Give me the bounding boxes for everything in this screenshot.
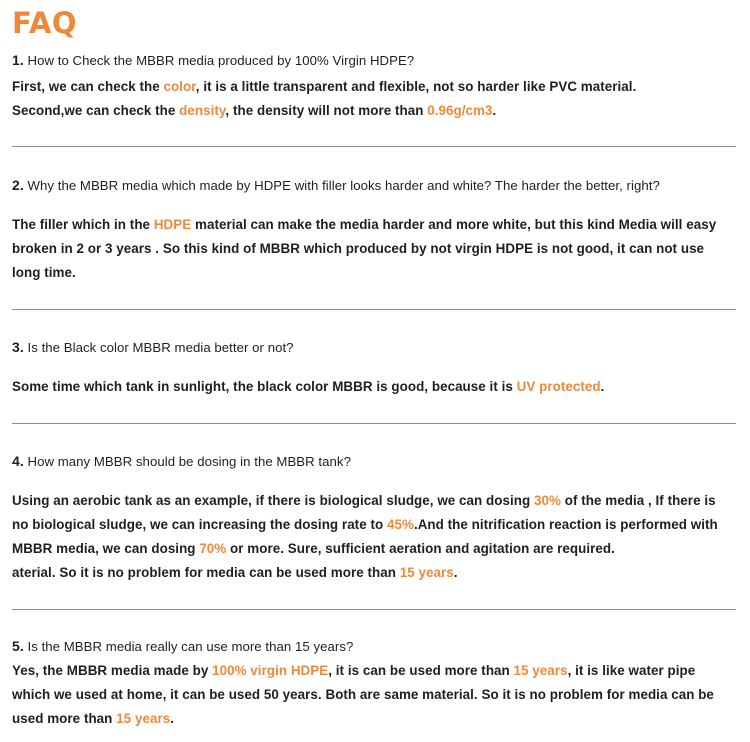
text-segment: The filler which in the [12, 217, 154, 232]
faq-1-number: 1. [12, 52, 24, 68]
highlight-15-years: 15 years [513, 663, 568, 678]
faq-2-number: 2. [12, 177, 24, 193]
faq-5-answer-line-3 [12, 709, 738, 728]
divider [12, 609, 736, 610]
highlight-virgin-hdpe: 100% virgin HDPE [212, 663, 329, 678]
faq-3-question [12, 338, 738, 357]
faq-1-answer-line-1 [12, 77, 738, 96]
text-segment: no biological sludge, we can increasing the dosing rate to [12, 517, 387, 532]
faq-5-question [12, 637, 738, 656]
highlight-70-percent: 70% [199, 541, 227, 556]
text-segment: .And the nitrification reaction is performed with [413, 517, 718, 532]
highlight-15-years: 15 years [399, 565, 454, 580]
faq-4-number: 4. [12, 453, 24, 469]
text-segment: , it is a little transparent and flexible, not so harder like PVC material. [195, 79, 637, 94]
faq-5-answer-line-1 [12, 661, 738, 680]
faq-2-answer-line-2 [12, 239, 738, 258]
faq-4-answer-line-1 [12, 491, 738, 510]
text-segment: broken in 2 or 3 years . So this kind of MBBR which produced by not virgin HDPE is not good, it can not use [12, 241, 705, 256]
faq-1-answer-line-2 [12, 101, 738, 120]
divider [12, 309, 736, 310]
text-segment: Some time which tank in sunlight, the black color MBBR is good, because it is [12, 379, 517, 394]
text-segment: , it is can be used more than [328, 663, 514, 678]
faq-4-answer-line-3 [12, 539, 738, 558]
divider [12, 146, 736, 147]
highlight-density: density [179, 103, 226, 118]
text-segment: Second,we can check the [12, 103, 180, 118]
text-segment: . [492, 103, 497, 118]
highlight-uv-protected: UV protected [516, 379, 601, 394]
divider [12, 423, 736, 424]
text-segment: . [600, 379, 605, 394]
faq-3-answer-line-1 [12, 377, 738, 396]
faq-3-question-text: Is the Black color MBBR media better or not? [23, 340, 294, 355]
faq-1-question-text: How to Check the MBBR media produced by 100% Virgin HDPE? [23, 53, 415, 68]
faq-4-question-text: How many MBBR should be dosing in the MBBR tank? [23, 454, 351, 469]
page-title: FAQ [12, 6, 78, 40]
text-segment: aterial. So it is no problem for media can be used more than [12, 565, 400, 580]
text-segment: or more. Sure, sufficient aeration and agitation are required. [226, 541, 615, 556]
faq-5-question-text: Is the MBBR media really can use more than 15 years? [23, 639, 354, 654]
text-segment: Yes, the MBBR media made by [12, 663, 213, 678]
highlight-15-years: 15 years [116, 711, 171, 726]
text-segment: Using an aerobic tank as an example, if there is biological sludge, we can dosing [12, 493, 535, 508]
highlight-hdpe: HDPE [153, 217, 192, 232]
text-segment: First, we can check the [12, 79, 164, 94]
faq-2-question [12, 176, 738, 195]
highlight-color: color [163, 79, 196, 94]
text-segment: , the density will not more than [225, 103, 428, 118]
highlight-30-percent: 30% [534, 493, 561, 508]
faq-2-answer-line-3 [12, 263, 738, 282]
faq-4-answer-line-2 [12, 515, 738, 534]
highlight-45-percent: 45% [386, 517, 414, 532]
text-segment: . [453, 565, 458, 580]
faq-3-number: 3. [12, 339, 24, 355]
text-segment: . [170, 711, 174, 726]
faq-4-answer-line-4 [12, 563, 738, 582]
faq-5-answer-line-2 [12, 685, 738, 704]
text-segment: material can make the media harder and more white, but this kind Media will easy [191, 217, 717, 232]
faq-5-number: 5. [12, 638, 24, 654]
text-segment: long time. [12, 265, 76, 280]
faq-2-answer-line-1 [12, 215, 738, 234]
faq-4-question [12, 452, 738, 471]
text-segment: used more than [12, 711, 117, 726]
text-segment: MBBR media, we can dosing [12, 541, 200, 556]
text-segment: which we used at home, it can be used 50 years. Both are same material. So it is no problem for media can be [12, 687, 714, 702]
text-segment: , it is like water pipe [567, 663, 696, 678]
faq-1-question [12, 51, 738, 70]
text-segment: of the media , If there is [560, 493, 716, 508]
highlight-density-value: 0.96g/cm3 [427, 103, 493, 118]
faq-2-question-text: Why the MBBR media which made by HDPE with filler looks harder and white? The harder the better, right? [23, 178, 660, 193]
